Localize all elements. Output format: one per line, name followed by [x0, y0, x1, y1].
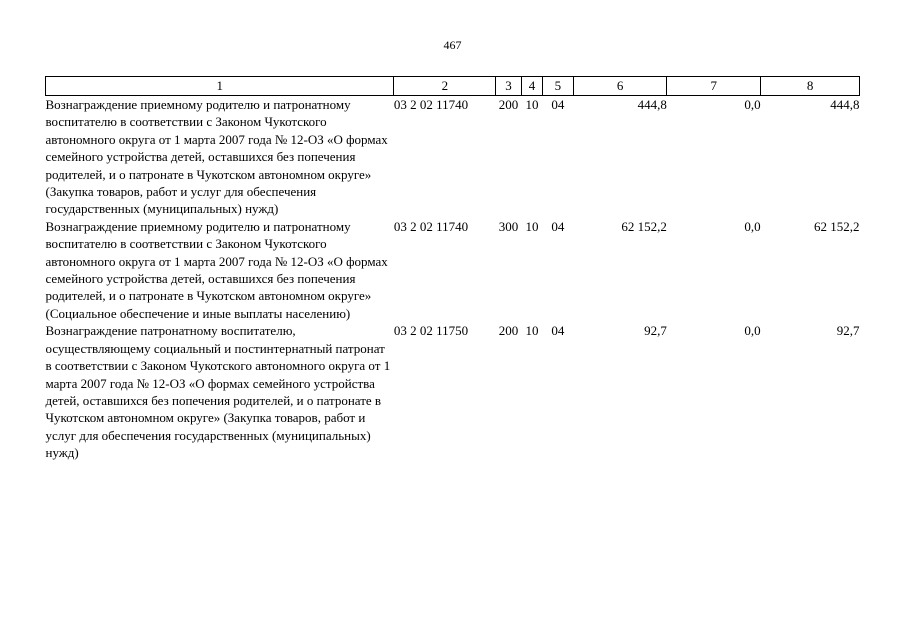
row-col-4: 10	[525, 218, 539, 234]
header-col-4: 4	[521, 77, 542, 96]
header-col-2: 2	[394, 77, 496, 96]
row-code: 03 2 02 11750	[393, 323, 469, 339]
row-description: Вознаграждение приемному родителю и патронатному воспитателю в соответствии с Законом Чукотского автономного округа от 1 марта 2007 года № 12-ОЗ «О формах семейного устройства детей, оставшихся без попечения родителей, и о патронате в Чукотском автономном округе» (Социальное обеспечение и иные выплаты населению)	[45, 218, 388, 321]
table-row	[46, 96, 860, 218]
row-description: Вознаграждение приемному родителю и патронатному воспитателю в соответствии с Законом Чукотского автономного округа от 1 марта 2007 года № 12-ОЗ «О формах семейного устройства детей, оставшихся без попечения родителей, и о патронате в Чукотском автономном округе» (Закупка товаров, работ и услуг для обеспечения государственных (муниципальных) нужд)	[45, 97, 388, 217]
row-col-4: 10	[525, 323, 539, 339]
budget-table	[45, 76, 860, 462]
row-col-7: 0,0	[744, 323, 761, 339]
header-col-3: 3	[496, 77, 521, 96]
row-col-3: 300	[498, 218, 519, 234]
header-row	[46, 77, 860, 96]
header-col-8: 8	[761, 77, 860, 96]
row-description: Вознаграждение патронатному воспитателю, осуществляющему социальный и постинтернатный патронат в соответствии с Законом Чукотского автономного округа от 1 марта 2007 года № 12-ОЗ «О формах семейного устройства детей, оставшихся без попечения родителей, и о патронате в Чукотском автономном округе» (Закупка товаров, работ и услуг для обеспечения государственных (муниципальных) нужд)	[45, 323, 391, 461]
row-col-5: 04	[551, 218, 565, 234]
row-col-3: 200	[498, 323, 519, 339]
row-col-6: 62 152,2	[621, 218, 667, 234]
row-col-7: 0,0	[744, 218, 761, 234]
header-col-5: 5	[543, 77, 574, 96]
table-row	[46, 322, 860, 461]
row-col-8: 62 152,2	[814, 218, 860, 234]
row-col-6: 92,7	[644, 323, 667, 339]
page-number: 467	[443, 38, 462, 52]
row-col-4: 10	[525, 97, 539, 112]
header-col-7: 7	[667, 77, 761, 96]
row-col-3: 200	[498, 97, 519, 112]
row-col-8: 444,8	[830, 97, 860, 112]
header-col-1: 1	[46, 77, 394, 96]
row-col-6: 444,8	[637, 97, 667, 112]
table-row	[46, 218, 860, 322]
row-col-5: 04	[551, 323, 565, 339]
row-code: 03 2 02 11740	[393, 218, 469, 234]
row-col-8: 92,7	[836, 323, 860, 339]
row-col-5: 04	[551, 97, 565, 112]
row-code: 03 2 02 11740	[393, 97, 469, 112]
header-col-6: 6	[573, 77, 667, 96]
row-col-7: 0,0	[744, 97, 761, 112]
